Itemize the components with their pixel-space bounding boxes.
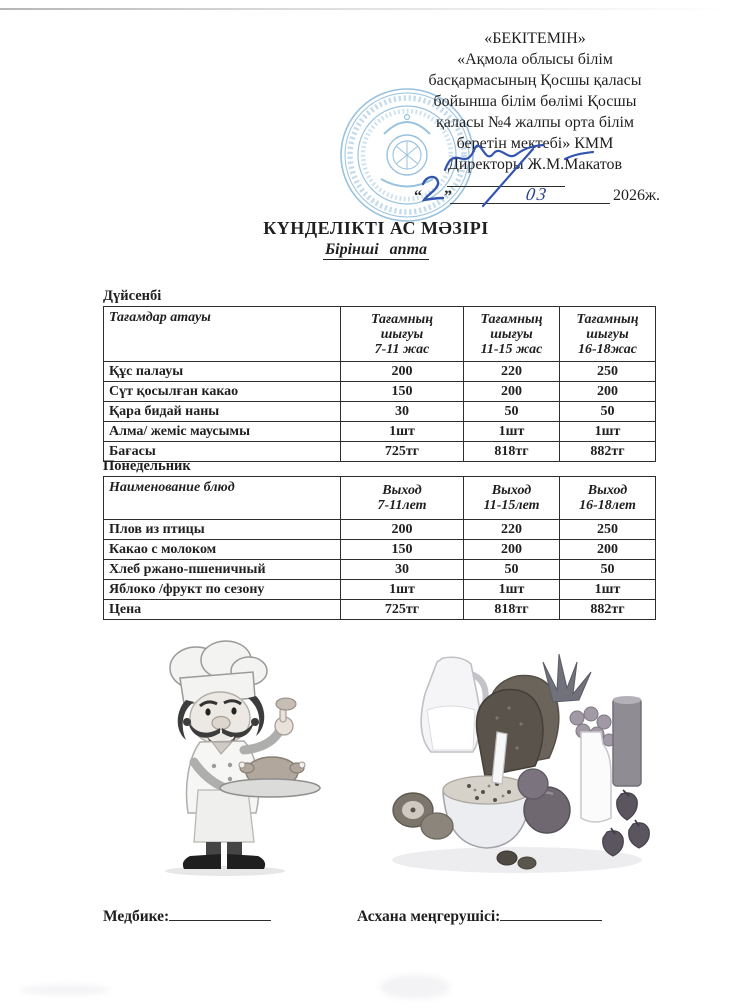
portion-value: 50: [560, 402, 656, 422]
canteen-manager-signature-block: [357, 906, 602, 926]
portion-value: 200: [341, 362, 464, 382]
menu-table-russian: [103, 476, 656, 620]
page-subtitle: [20, 241, 732, 259]
portion-value: 250: [560, 362, 656, 382]
portion-value: 1шт: [464, 422, 560, 442]
date-year-value: 2026ж.: [613, 187, 661, 204]
approval-director-line: Директоры Ж.М.Макатов: [447, 156, 623, 173]
dish-name: Какао с молоком: [104, 540, 341, 560]
portion-value: 200: [560, 540, 656, 560]
approval-org-line: бойынша білім бөлімі Қосшы: [433, 93, 637, 110]
portion-value: 30: [341, 560, 464, 580]
dish-name: Құс палауы: [104, 362, 341, 382]
nurse-signature-line: [169, 906, 271, 921]
price-value: 882тг: [560, 600, 656, 620]
portion-value: 200: [560, 382, 656, 402]
date-month-value: 03: [524, 184, 550, 204]
table-row: [104, 540, 656, 560]
table-row: [104, 382, 656, 402]
header-line: 16-18лет: [579, 498, 636, 513]
column-header-portion: [464, 477, 560, 520]
approval-org-line: басқармасының Қосшы қаласы: [428, 72, 642, 89]
dish-name: Яблоко /фрукт по сезону: [104, 580, 341, 600]
portion-value: 1шт: [341, 580, 464, 600]
table-row: [104, 520, 656, 540]
portion-value: 200: [464, 382, 560, 402]
column-header-portion: [341, 477, 464, 520]
table-row: [104, 580, 656, 600]
dish-name: Плов из птицы: [104, 520, 341, 540]
header-line: 7-11лет: [377, 498, 427, 513]
header-line: 11-15лет: [483, 498, 540, 513]
portion-value: 50: [464, 560, 560, 580]
page-title: КҮНДЕЛІКТІ АС МӘЗІРІ: [263, 218, 489, 238]
column-header-dish: Наименование блюд: [104, 477, 341, 520]
table-row-price: [104, 600, 656, 620]
portion-value: 200: [341, 520, 464, 540]
nurse-signature-block: [103, 906, 271, 926]
approval-org-line: қаласы №4 жалпы орта білім: [435, 114, 635, 131]
date-close-quote: ”: [444, 188, 452, 205]
dish-name: Сүт қосылған какао: [104, 382, 341, 402]
header-line: Тағамның: [370, 311, 434, 327]
table-row: [104, 422, 656, 442]
column-header-portion: [560, 477, 656, 520]
column-header-dish: Тағамдар атауы: [104, 307, 341, 362]
day-label-kazakh: Дүйсенбі: [103, 288, 162, 304]
approval-status: «БЕКІТЕМІН»: [484, 30, 586, 47]
header-line: Тағамның: [480, 311, 543, 327]
price-value: 725тг: [341, 442, 464, 462]
portion-value: 1шт: [560, 580, 656, 600]
canteen-manager-signature-line: [500, 906, 602, 921]
portion-value: 50: [464, 402, 560, 422]
nurse-label: Медбике:: [103, 908, 170, 925]
handwritten-signature-ink: [413, 136, 665, 210]
approval-org-line: беретін мектебі» КММ: [456, 135, 614, 152]
portion-value: 1шт: [560, 422, 656, 442]
page-subtitle-text: Бірінші апта: [324, 241, 428, 258]
food-still-life-image: [385, 632, 653, 882]
header-line: Тағамның: [576, 311, 639, 327]
price-value: 725тг: [341, 600, 464, 620]
scan-artifact-smudge: [20, 985, 110, 995]
table-header-row: [104, 307, 656, 362]
price-value: 818тг: [464, 600, 560, 620]
header-line: 7-11 жас: [374, 341, 430, 357]
canteen-manager-label: Асхана меңгерушісі:: [357, 908, 501, 925]
day-label-russian: Понедельник: [103, 458, 191, 474]
approval-org-line: «Ақмола облысы білім: [457, 51, 613, 68]
portion-value: 220: [464, 520, 560, 540]
column-header-portion: [464, 307, 560, 362]
dish-name: Қара бидай наны: [104, 402, 341, 422]
portion-value: 30: [341, 402, 464, 422]
clipart-band: [110, 632, 658, 884]
portion-value: 150: [341, 540, 464, 560]
column-header-portion: [560, 307, 656, 362]
portion-value: 150: [341, 382, 464, 402]
header-line: 16-18жас: [577, 341, 638, 357]
dish-name: Хлеб ржано-пшеничный: [104, 560, 341, 580]
table-row: [104, 362, 656, 382]
table-row: [104, 560, 656, 580]
chef-clipart-image: [120, 638, 336, 878]
date-open-quote: “: [414, 188, 422, 205]
table-header-row: [104, 477, 656, 520]
menu-table-kazakh: [103, 306, 656, 462]
header-line: шығуы: [380, 326, 424, 342]
header-line: Выход: [491, 483, 532, 498]
portion-value: 250: [560, 520, 656, 540]
portion-value: 1шт: [341, 422, 464, 442]
portion-value: 1шт: [464, 580, 560, 600]
dish-name: Алма/ жеміс маусымы: [104, 422, 341, 442]
table-row: [104, 402, 656, 422]
header-line: Выход: [382, 483, 422, 498]
header-line: шығуы: [490, 326, 533, 342]
portion-value: 200: [464, 540, 560, 560]
scan-artifact-smudge: [380, 975, 450, 999]
price-value: 818тг: [464, 442, 560, 462]
portion-value: 220: [464, 362, 560, 382]
header-line: 11-15 жас: [480, 341, 543, 357]
header-line: Выход: [587, 483, 628, 498]
portion-value: 50: [560, 560, 656, 580]
column-header-portion: [341, 307, 464, 362]
scan-artifact-line: [0, 8, 732, 10]
header-line: шығуы: [586, 326, 629, 342]
price-value: 882тг: [560, 442, 656, 462]
price-label: Бағасы: [104, 442, 341, 462]
price-label: Цена: [104, 600, 341, 620]
